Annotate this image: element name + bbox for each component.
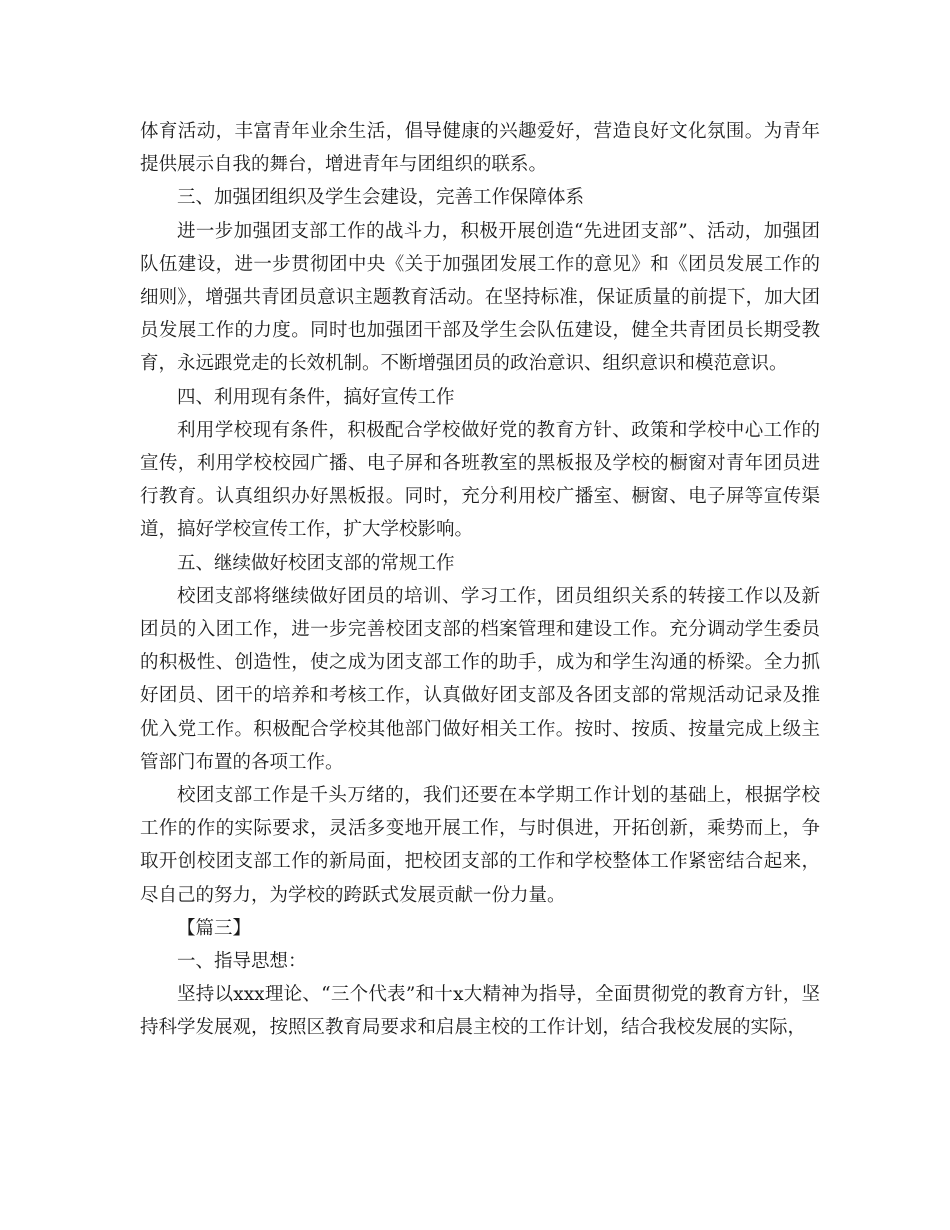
paragraph: 利用学校现有条件，积极配合学校做好党的教育方针、政策和学校中心工作的宣传，利用学校校园广播、电子屏和各班教室的黑板报及学校的橱窗对青年团员进行教育。认真组织办好黑板报。同时，充分利用校广播室、橱窗、电子屏等宣传渠道，搞好学校宣传工作，扩大学校影响。 bbox=[140, 419, 820, 541]
paragraph: 坚持以xxx理论、“三个代表”和十x大精神为指导，全面贯彻党的教育方针，坚持科学发展观，按照区教育局要求和启晨主校的工作计划，结合我校发展的实际， bbox=[140, 984, 820, 1039]
section-heading-5: 五、继续做好校团支部的常规工作 bbox=[177, 552, 455, 574]
section-heading-3: 三、加强团组织及学生会建设，完善工作保障体系 bbox=[177, 187, 585, 209]
document-body bbox=[140, 115, 820, 1045]
paragraph: 进一步加强团支部工作的战斗力，积极开展创造“先进团支部”、活动，加强团队伍建设，进一步贯彻团中央《关于加强团发展工作的意见》和《团员发展工作的细则》，增强共青团员意识主题教育活动。在坚持标准，保证质量的前提下，加大团员发展工作的力度。同时也加强团干部及学生会队伍建设，健全共青团员长期受教育，永远跟党走的长效机制。不断增强团员的政治意识、组织意识和模范意识。 bbox=[140, 220, 820, 375]
paragraph: 校团支部工作是千头万绪的，我们还要在本学期工作计划的基础上，根据学校工作的作的实际要求，灵活多变地开展工作，与时俱进，开拓创新，乘势而上，争取开创校团支部工作的新局面，把校团支部的工作和学校整体工作紧密结合起来，尽自己的努力，为学校的跨跃式发展贡献一份力量。 bbox=[140, 785, 820, 906]
paragraph: 校团支部将继续做好团员的培训、学习工作，团员组织关系的转接工作以及新团员的入团工作，进一步完善校团支部的档案管理和建设工作。充分调动学生委员的积极性、创造性，使之成为团支部工作的助手，成为和学生沟通的桥梁。全力抓好团员、团干的培养和考核工作，认真做好团支部及各团支部的常规活动记录及推优入党工作。积极配合学校其他部门做好相关工作。按时、按质、按量完成上级主管部门布置的各项工作。 bbox=[140, 585, 820, 773]
section-heading-4: 四、利用现有条件，搞好宣传工作 bbox=[177, 386, 455, 408]
subsection-heading: 一、指导思想： bbox=[177, 951, 307, 973]
paragraph-continuation: 体育活动，丰富青年业余生活，倡导健康的兴趣爱好，营造良好文化氛围。为青年提供展示自我的舞台，增进青年与团组织的联系。 bbox=[140, 121, 820, 176]
part-heading: 【篇三】 bbox=[177, 917, 252, 939]
